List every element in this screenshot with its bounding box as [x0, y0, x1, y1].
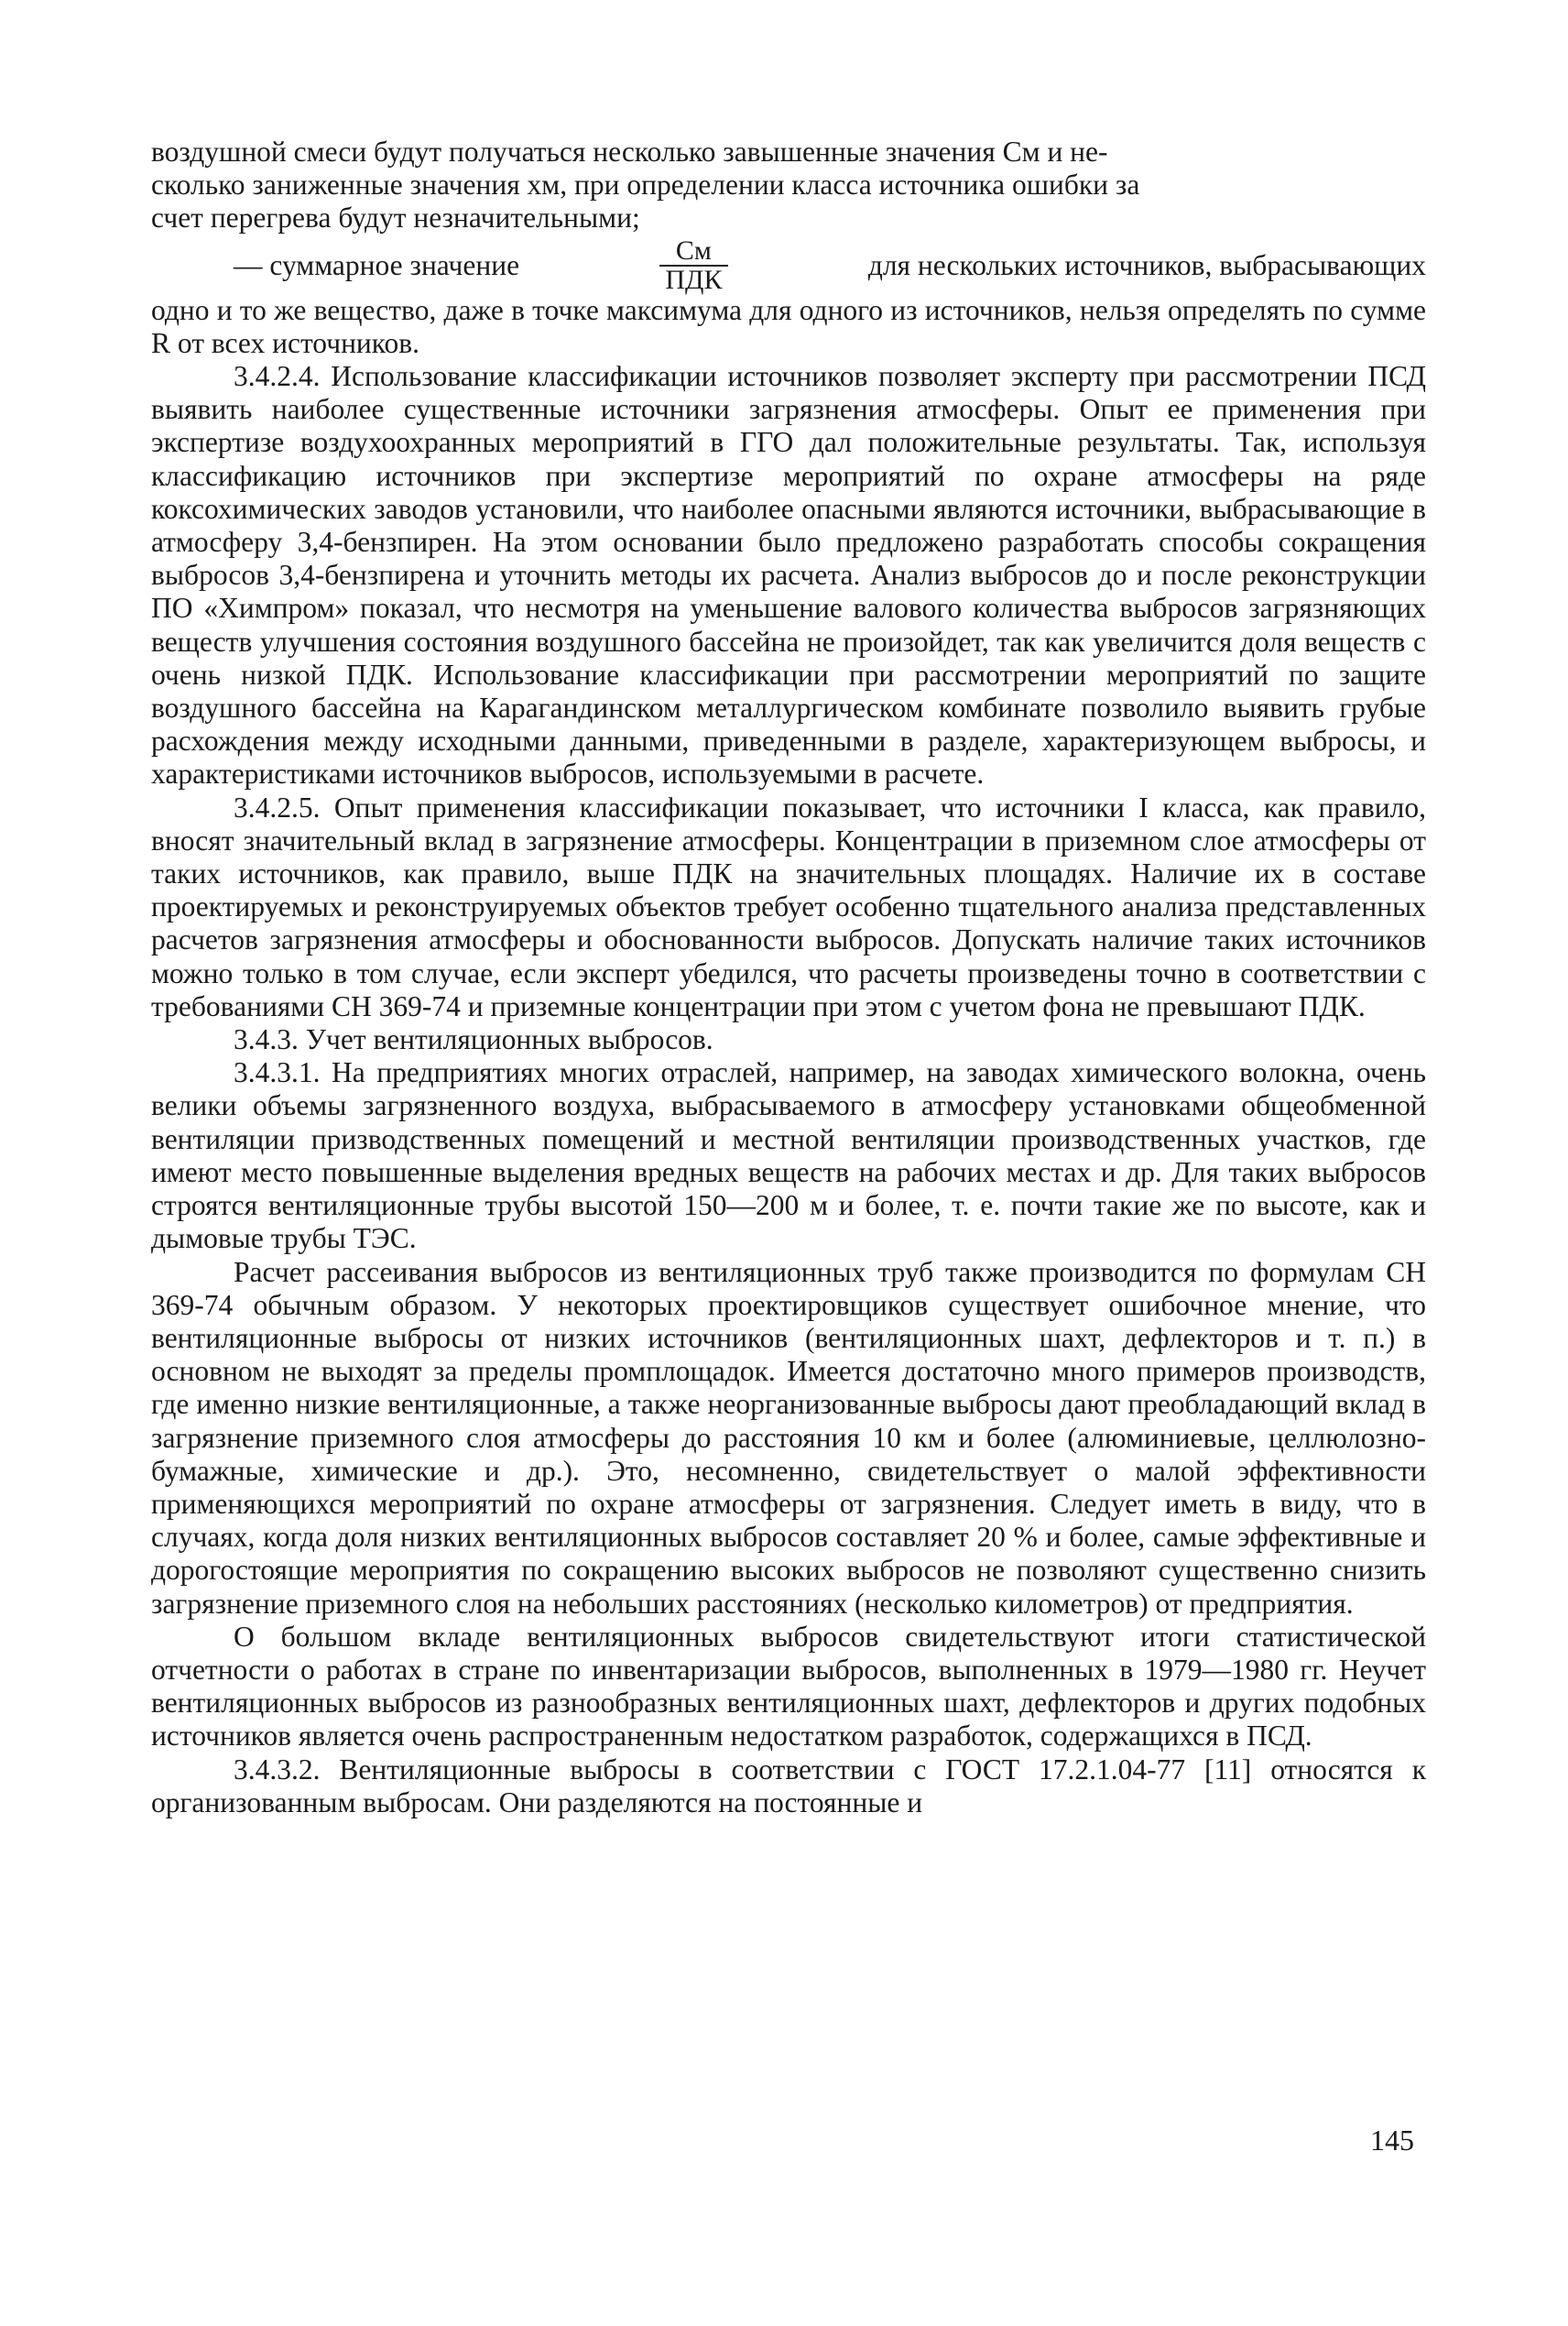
fraction-cm-over-pdk — [659, 237, 727, 294]
intro-line-2: сколько заниженные значения xм, при определении класса источника ошибки за — [151, 169, 1140, 202]
fraction-denominator: ПДК — [659, 265, 727, 294]
paragraph-dispersion-calc: Расчет рассеивания выбросов из вентиляционных труб также производится по формулам СН 369-74 обычным образом. У некоторых проектировщиков существует ошибочное мнение, что вентиляционные выбросы от низких источников (вентиляционных шахт, дефлекторов и т. п.) в основном не выходят за пределы промплощадок. Имеется достаточно много примеров производств, где именно низкие вентиляционные, а также неорганизованные выбросы дают преобладающий вклад в загрязнение приземного слоя атмосферы до расстояния 10 км и более (алюминиевые, целлюлозно-бумажные, химические и др.). Это, несомненно, свидетельствует о малой эффективности применяющихся мероприятий по охране атмосферы от загрязнения. Следует иметь в виду, что в случаях, когда доля низких вентиляционных выбросов составляет 20 % и более, самые эффективные и дорогостоящие мероприятия по сокращению высоких выбросов не позволяют существенно снизить загрязнение приземного слоя на небольших расстояниях (несколько километров) от предприятия. — [151, 1255, 1426, 1620]
formula-trail-text: для нескольких источников, выбрасывающих — [867, 248, 1426, 281]
fraction-numerator: Cм — [675, 235, 712, 266]
paragraph-3-4-3-2: 3.4.3.2. Вентиляционные выбросы в соответствии с ГОСТ 17.2.1.04-77 [11] относятся к организованным выбросам. Они разделяются на постоянные и — [151, 1753, 1426, 1818]
intro-line-1: воздушной смеси будут получаться несколько завышенные значения Cм и не- — [151, 136, 1108, 168]
paragraph-3-4-2-4: 3.4.2.4. Использование классификации источников позволяет эксперту при рассмотрении ПСД выявить наиболее существенные источники загрязнения атмосферы. Опыт ее применения при экспертизе воздухоохранных мероприятий в ГГО дал положительные результаты. Так, используя классификацию источников при экспертизе мероприятий по охране атмосферы на ряде коксохимических заводов установили, что наиболее опасными являются источники, выбрасывающие в атмосферу 3,4-бензпирен. На этом основании было предложено разработать способы сокращения выбросов 3,4-бензпирена и уточнить методы их расчета. Анализ выбросов до и после реконструкции ПО «Химпром» показал, что несмотря на уменьшение валового количества выбросов загрязняющих веществ улучшения состояния воздушного бассейна не произойдет, так как увеличится доля веществ с очень низкой ПДК. Использование классификации при рассмотрении мероприятий по защите воздушного бассейна на Карагандинском металлургическом комбинате позволило выявить грубые расхождения между исходными данными, приведенными в разделе, характеризующем выбросы, и характеристиками источников выбросов, используемыми в расчете. — [151, 360, 1426, 791]
paragraph-3-4-2-5: 3.4.2.5. Опыт применения классификации показывает, что источники I класса, как правило, вносят значительный вклад в загрязнение атмосферы. Концентрации в приземном слое атмосферы от таких источников, как правило, выше ПДК на значительных площадях. Наличие их в составе проектируемых и реконструируемых объектов требует особенно тщательного анализа представленных расчетов загрязнения атмосферы и обоснованности выбросов. Допускать наличие таких источников можно только в том случае, если эксперт убедился, что расчеты произведены точно в соответствии с требованиями СН 369-74 и приземные концентрации при этом с учетом фона не превышают ПДК. — [151, 791, 1426, 1022]
paragraph-3-4-3-1: 3.4.3.1. На предприятиях многих отраслей, например, на заводах химического волокна, очень велики объемы загрязненного воздуха, выбрасываемого в атмосферу установками общеобменной вентиляции призводственных помещений и местной вентиляции производственных участков, где имеют место повышенные выделения вредных веществ на рабочих местах и др. Для таких выбросов строятся вентиляционные трубы высотой 150—200 м и более, т. е. почти такие же по высоте, как и дымовые трубы ТЭС. — [151, 1056, 1426, 1255]
heading-3-4-3: 3.4.3. Учет вентиляционных выбросов. — [234, 1023, 713, 1056]
formula-continuation: одно и то же вещество, даже в точке максимума для одного из источников, нельзя определять по сумме R от всех источников. — [151, 293, 1426, 359]
page-body — [151, 136, 1426, 1819]
paragraph-statistics: О большом вкладе вентиляционных выбросов свидетельствуют итоги статистической отчетности о работах в стране по инвентаризации выбросов, выполненных в 1979—1980 гг. Неучет вентиляционных выбросов из разнообразных вентиляционных шахт, дефлекторов и других подобных источников является очень распространенным недостатком разработок, содержащихся в ПСД. — [151, 1620, 1426, 1753]
page-number: 145 — [1370, 2124, 1414, 2157]
formula-lead-text: — суммарное значение — [234, 248, 520, 281]
intro-line-3: счет перегрева будут незначительными; — [151, 202, 640, 235]
formula-line — [151, 237, 1426, 294]
